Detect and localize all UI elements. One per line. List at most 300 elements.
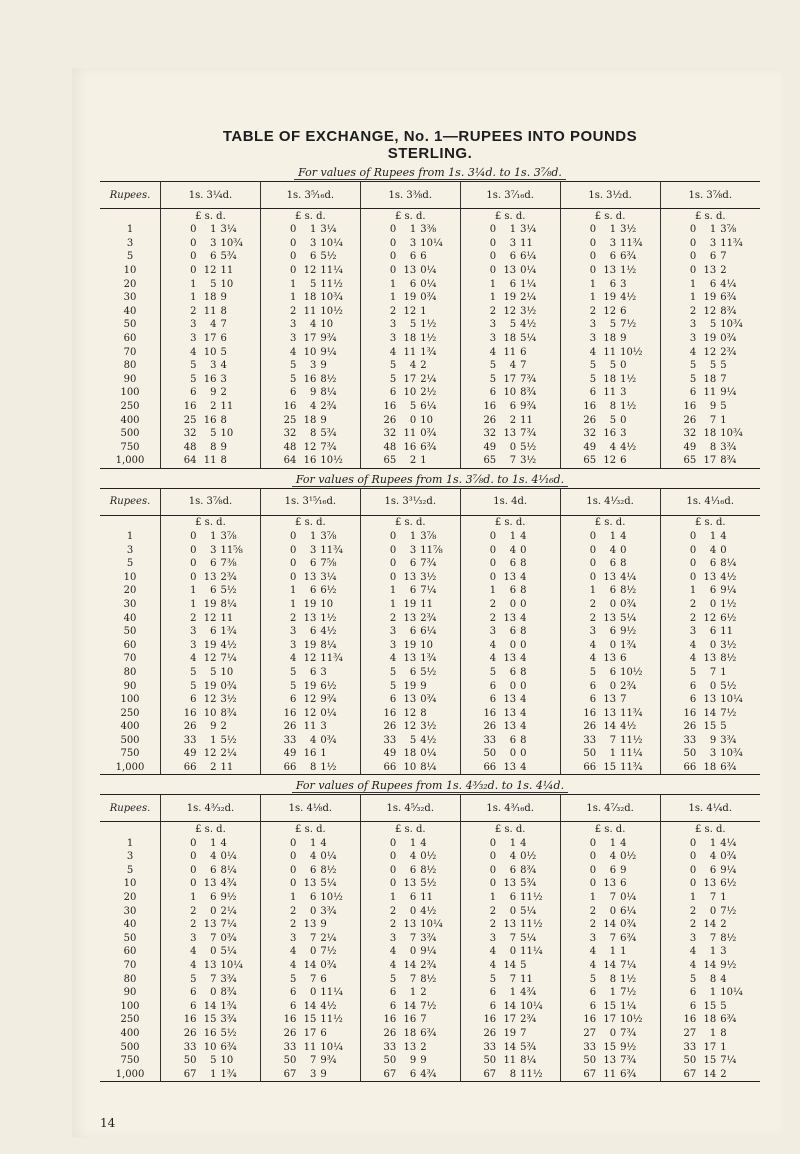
shillings-value: 0 [409, 946, 417, 958]
pounds-value: 0 [589, 530, 597, 542]
sterling-value [161, 1013, 261, 1027]
rupees-value: 10 [123, 265, 137, 277]
pence-value: 8¼ [320, 387, 337, 399]
pounds-value: 2 [489, 919, 497, 931]
sterling-value [161, 250, 261, 264]
rupees-value: 750 [120, 748, 140, 760]
pence-value: 1 [720, 892, 727, 904]
pounds-value: 4 [389, 946, 397, 958]
shillings-value: 18 [503, 333, 517, 345]
pence-value: 6½ [720, 612, 737, 624]
sterling-value [260, 305, 360, 319]
pounds-value: 1 [389, 598, 397, 610]
sterling-value [560, 570, 660, 584]
rupees-value: 70 [123, 346, 137, 358]
sterling-value [460, 413, 560, 427]
pence-value: 1 [720, 1041, 727, 1053]
shillings-value: 5 [210, 1055, 217, 1067]
pounds-value: 67 [483, 1068, 497, 1080]
pounds-value: 1 [589, 585, 597, 597]
sterling-value [260, 277, 360, 291]
shillings-value: 6 [509, 558, 517, 570]
shillings-value: 13 [603, 878, 617, 890]
sterling-value [560, 1027, 660, 1041]
sterling-value [360, 598, 460, 612]
pounds-value: 64 [283, 455, 297, 467]
pence-value: 7 [620, 694, 627, 706]
pounds-value: 4 [389, 653, 397, 665]
sterling-value [560, 904, 660, 918]
pounds-value: 4 [589, 653, 597, 665]
table-row [100, 706, 760, 720]
sterling-value [161, 836, 261, 850]
sterling-value [560, 850, 660, 864]
shillings-value: 14 [303, 1000, 317, 1012]
pence-value: 9¼ [320, 346, 337, 358]
pence-value: 0¾ [620, 919, 637, 931]
rupees-value: 400 [120, 721, 140, 733]
pence-value: 7¼ [420, 585, 437, 597]
pounds-value: 33 [183, 1041, 197, 1053]
pence-value: 1½ [720, 598, 737, 610]
pounds-value: 1 [389, 585, 397, 597]
pounds-value: 26 [483, 1027, 497, 1039]
sterling-value [260, 570, 360, 584]
section-heading [100, 473, 760, 486]
pounds-value: 0 [190, 558, 197, 570]
pounds-value: 0 [689, 878, 697, 890]
table-row [100, 1040, 760, 1054]
table-row [100, 427, 760, 441]
shillings-value: 7 [409, 932, 417, 944]
pounds-value: 0 [389, 265, 397, 277]
pence-value: 0¾ [420, 428, 437, 440]
shillings-value: 19 [403, 680, 417, 692]
shillings-value: 12 [303, 265, 317, 277]
pence-value: 9¾ [320, 333, 337, 345]
units-label: £ s. d. [660, 822, 760, 837]
sterling-value [660, 972, 760, 986]
shillings-value: 3 [210, 360, 217, 372]
pounds-value: 4 [689, 346, 697, 358]
rupees-value: 5 [126, 864, 134, 876]
pence-value: 7¼ [220, 919, 237, 931]
pence-value: 3¾ [220, 1014, 237, 1026]
sterling-value [560, 972, 660, 986]
shillings-value: 4 [210, 319, 217, 331]
shillings-value: 7 [709, 666, 717, 678]
pounds-value: 4 [190, 960, 197, 972]
sterling-value [560, 530, 660, 544]
pence-value: 10 [220, 666, 234, 678]
sterling-value [660, 720, 760, 734]
pounds-value: 6 [190, 694, 197, 706]
table-row [100, 918, 760, 932]
shillings-value: 19 [603, 292, 617, 304]
pence-value: 4 [720, 530, 727, 542]
rupees-value: 10 [123, 878, 137, 890]
pounds-value: 0 [589, 251, 597, 263]
shillings-value: 5 [409, 401, 417, 413]
pounds-value: 16 [583, 1014, 597, 1026]
shillings-value: 6 [309, 864, 317, 876]
sterling-value [161, 413, 261, 427]
pence-value: 0 [620, 544, 627, 556]
exchange-section [100, 779, 760, 1082]
sterling-value [360, 611, 460, 625]
rupees-value: 400 [120, 1027, 140, 1039]
sterling-value [660, 345, 760, 359]
shillings-value: 1 [609, 837, 617, 849]
sterling-value [660, 305, 760, 319]
pence-value: 0¾ [320, 734, 337, 746]
sterling-value [460, 305, 560, 319]
shillings-value: 13 [503, 428, 517, 440]
sterling-value [260, 543, 360, 557]
shillings-value: 6 [409, 558, 417, 570]
table-row [100, 345, 760, 359]
shillings-value: 12 [603, 305, 617, 317]
sterling-value [161, 625, 261, 639]
rupees-value: 60 [123, 946, 137, 958]
pence-value: 1½ [320, 762, 337, 774]
sterling-value [660, 761, 760, 775]
pence-value: 5¼ [320, 878, 337, 890]
shillings-value: 7 [509, 932, 517, 944]
shillings-value: 5 [409, 319, 417, 331]
shillings-value: 17 [203, 333, 217, 345]
sterling-value [161, 864, 261, 878]
pence-value: 1¾ [220, 626, 237, 638]
pounds-value: 0 [190, 837, 197, 849]
shillings-value: 6 [309, 666, 317, 678]
shillings-value: 6 [609, 585, 617, 597]
shillings-value: 1 [609, 224, 617, 236]
pounds-value: 67 [183, 1068, 197, 1080]
shillings-value: 13 [403, 653, 417, 665]
pence-value: 8½ [420, 864, 437, 876]
shillings-value: 13 [603, 653, 617, 665]
sterling-value [161, 1000, 261, 1014]
table-row [100, 584, 760, 598]
pounds-value: 0 [689, 237, 697, 249]
shillings-value: 6 [509, 892, 517, 904]
sterling-value [660, 850, 760, 864]
shillings-value: 0 [609, 680, 617, 692]
pence-value: 6¾ [620, 1068, 637, 1080]
pounds-value: 5 [489, 373, 497, 385]
table-row [100, 625, 760, 639]
pence-value: 2 [220, 721, 227, 733]
sterling-value [161, 972, 261, 986]
shillings-value: 7 [709, 932, 717, 944]
rate-column-header: 1s. 4¼d. [660, 795, 760, 822]
shillings-value: 4 [309, 401, 317, 413]
pounds-value: 4 [589, 346, 597, 358]
pounds-value: 26 [383, 1027, 397, 1039]
pounds-value: 26 [683, 721, 697, 733]
pounds-value: 1 [489, 278, 497, 290]
sterling-value [161, 359, 261, 373]
sterling-value [161, 441, 261, 455]
shillings-value: 8 [210, 441, 217, 453]
pence-value: 3¾ [320, 905, 337, 917]
pence-value: 9¼ [420, 946, 437, 958]
pence-value: 8¾ [520, 387, 537, 399]
pounds-value: 50 [683, 1055, 697, 1067]
sterling-value [660, 877, 760, 891]
pounds-value: 4 [689, 946, 697, 958]
pounds-value: 0 [389, 251, 397, 263]
pounds-value: 2 [389, 305, 397, 317]
sterling-value [460, 720, 560, 734]
sterling-value [360, 706, 460, 720]
pence-value: 3 [620, 428, 627, 440]
pence-value: 2 [420, 987, 427, 999]
pounds-value: 1 [489, 292, 497, 304]
pence-value: 11¾ [320, 544, 343, 556]
shillings-value: 5 [609, 414, 617, 426]
shillings-value: 13 [703, 265, 717, 277]
shillings-value: 0 [509, 598, 517, 610]
shillings-value: 14 [603, 960, 617, 972]
shillings-value: 7 [509, 455, 517, 467]
sterling-value [660, 584, 760, 598]
table-row [100, 693, 760, 707]
sterling-value [460, 761, 560, 775]
pounds-value: 3 [289, 333, 297, 345]
sterling-value [360, 543, 460, 557]
pounds-value: 0 [489, 265, 497, 277]
rupees-value: 90 [123, 680, 137, 692]
sterling-value [560, 918, 660, 932]
sterling-value [660, 223, 760, 237]
sterling-value [360, 945, 460, 959]
sterling-value [260, 373, 360, 387]
pence-value: 7¼ [620, 960, 637, 972]
shillings-value: 4 [509, 851, 517, 863]
pence-value: 6¾ [420, 441, 437, 453]
table-row [100, 413, 760, 427]
shillings-value: 3 [509, 237, 517, 249]
sterling-value [161, 400, 261, 414]
pounds-value: 4 [389, 346, 397, 358]
shillings-value: 2 [210, 401, 217, 413]
shillings-value: 12 [503, 305, 517, 317]
pence-value: 10¼ [420, 919, 443, 931]
pence-value: 4¼ [720, 278, 737, 290]
pence-value: 2¾ [620, 680, 637, 692]
shillings-value: 3 [409, 237, 417, 249]
pounds-value: 3 [389, 319, 397, 331]
pounds-value: 4 [289, 946, 297, 958]
pounds-value: 1 [289, 585, 297, 597]
sterling-value [260, 264, 360, 278]
sterling-value [161, 986, 261, 1000]
sterling-value [161, 638, 261, 652]
sterling-value [560, 1040, 660, 1054]
pence-value: 2¾ [420, 612, 437, 624]
shillings-value: 13 [503, 571, 517, 583]
shillings-value: 1 [409, 837, 417, 849]
shillings-value: 9 [709, 401, 717, 413]
rate-column-header: 1s. 4³⁄₁₆d. [460, 795, 560, 822]
units-label: £ s. d. [660, 515, 760, 530]
sterling-value [560, 706, 660, 720]
sterling-value [161, 318, 261, 332]
units-label: £ s. d. [260, 822, 360, 837]
shillings-value: 8 [609, 401, 617, 413]
table-row [100, 638, 760, 652]
pence-value: 7¾ [520, 373, 537, 385]
shillings-value: 11 [403, 428, 417, 440]
shillings-value: 13 [403, 919, 417, 931]
pounds-value: 0 [289, 878, 297, 890]
pence-value: 5½ [520, 441, 537, 453]
shillings-value: 17 [603, 1014, 617, 1026]
shillings-value: 11 [603, 346, 617, 358]
table-row [100, 557, 760, 571]
sterling-value [260, 625, 360, 639]
pence-value: 8½ [620, 585, 637, 597]
pounds-value: 5 [589, 666, 597, 678]
table-row [100, 986, 760, 1000]
pounds-value: 5 [190, 360, 197, 372]
pounds-value: 4 [190, 346, 197, 358]
pounds-value: 2 [289, 305, 297, 317]
pence-value: 1¾ [220, 1068, 237, 1080]
pounds-value: 2 [489, 612, 497, 624]
sterling-value [161, 386, 261, 400]
sterling-value [560, 332, 660, 346]
pence-value: 5 [220, 346, 227, 358]
sterling-value [161, 1067, 261, 1081]
shillings-value: 13 [503, 653, 517, 665]
sterling-value [360, 932, 460, 946]
pence-value: 0¾ [220, 932, 237, 944]
pounds-value: 4 [689, 960, 697, 972]
sterling-value [360, 454, 460, 468]
page-number: 14 [100, 1116, 116, 1130]
shillings-value: 3 [210, 544, 217, 556]
sterling-value [161, 918, 261, 932]
sterling-value [161, 345, 261, 359]
pence-value: 9½ [620, 1041, 637, 1053]
sterling-value [460, 264, 560, 278]
sterling-value [660, 652, 760, 666]
pounds-value: 26 [683, 414, 697, 426]
pounds-value: 0 [190, 571, 197, 583]
pence-value: 0¼ [620, 892, 637, 904]
shillings-value: 4 [409, 360, 417, 372]
shillings-value: 12 [703, 305, 717, 317]
pounds-value: 1 [489, 892, 497, 904]
units-label: £ s. d. [660, 209, 760, 224]
sterling-value [161, 932, 261, 946]
sterling-value [460, 638, 560, 652]
pence-value: 2¼ [420, 373, 437, 385]
units-label: £ s. d. [360, 822, 460, 837]
sterling-value [260, 836, 360, 850]
shillings-value: 4 [509, 360, 517, 372]
pounds-value: 6 [289, 1000, 297, 1012]
pence-value: 9 [320, 1068, 327, 1080]
shillings-value: 6 [709, 251, 717, 263]
pounds-value: 2 [489, 598, 497, 610]
pence-value: 1½ [620, 401, 637, 413]
pounds-value: 4 [689, 653, 697, 665]
shillings-value: 6 [509, 251, 517, 263]
sterling-value [460, 454, 560, 468]
pounds-value: 26 [483, 414, 497, 426]
pence-value: 7⅜ [220, 558, 237, 570]
pounds-value: 5 [190, 680, 197, 692]
pounds-value: 25 [183, 414, 197, 426]
pence-value: 6 [520, 346, 527, 358]
sterling-value [460, 543, 560, 557]
pounds-value: 2 [389, 612, 397, 624]
shillings-value: 4 [309, 851, 317, 863]
shillings-value: 1 [709, 837, 717, 849]
sterling-value [360, 1054, 460, 1068]
pence-value: 6 [620, 305, 627, 317]
rupees-value: 1 [126, 530, 134, 542]
rupees-value: 90 [123, 987, 137, 999]
rupees-value: 1,000 [100, 1067, 161, 1081]
shillings-value: 13 [503, 707, 517, 719]
pounds-value: 32 [683, 428, 697, 440]
shillings-value: 1 [709, 946, 717, 958]
sterling-value [660, 959, 760, 973]
sterling-value [660, 543, 760, 557]
pence-value: 10¼ [720, 987, 743, 999]
sterling-value [560, 400, 660, 414]
pounds-value: 16 [483, 707, 497, 719]
pence-value: 3¼ [320, 571, 337, 583]
pence-value: 4 [320, 837, 327, 849]
pence-value: 0 [520, 544, 527, 556]
sterling-value [161, 570, 261, 584]
shillings-value: 6 [210, 864, 217, 876]
sterling-value [161, 959, 261, 973]
sterling-value [460, 427, 560, 441]
pounds-value: 6 [389, 387, 397, 399]
pounds-value: 16 [583, 707, 597, 719]
pence-value: 11⅞ [420, 544, 443, 556]
pence-value: 9¾ [320, 1055, 337, 1067]
table-row [100, 666, 760, 680]
sterling-value [460, 693, 560, 707]
sterling-value [161, 761, 261, 775]
pounds-value: 2 [289, 612, 297, 624]
shillings-value: 19 [303, 680, 317, 692]
shillings-value: 8 [709, 441, 717, 453]
sterling-value [460, 223, 560, 237]
pence-value: 0½ [420, 851, 437, 863]
pounds-value: 6 [689, 694, 697, 706]
pounds-value: 65 [683, 455, 697, 467]
pence-value: 7¾ [320, 441, 337, 453]
shillings-value: 13 [303, 571, 317, 583]
pounds-value: 1 [589, 892, 597, 904]
pence-value: 3½ [620, 224, 637, 236]
shillings-value: 7 [309, 973, 317, 985]
pence-value: 6 [320, 1027, 327, 1039]
shillings-value: 7 [609, 932, 617, 944]
shillings-value: 6 [509, 734, 517, 746]
pence-value: 9½ [220, 892, 237, 904]
units-label: £ s. d. [460, 209, 560, 224]
